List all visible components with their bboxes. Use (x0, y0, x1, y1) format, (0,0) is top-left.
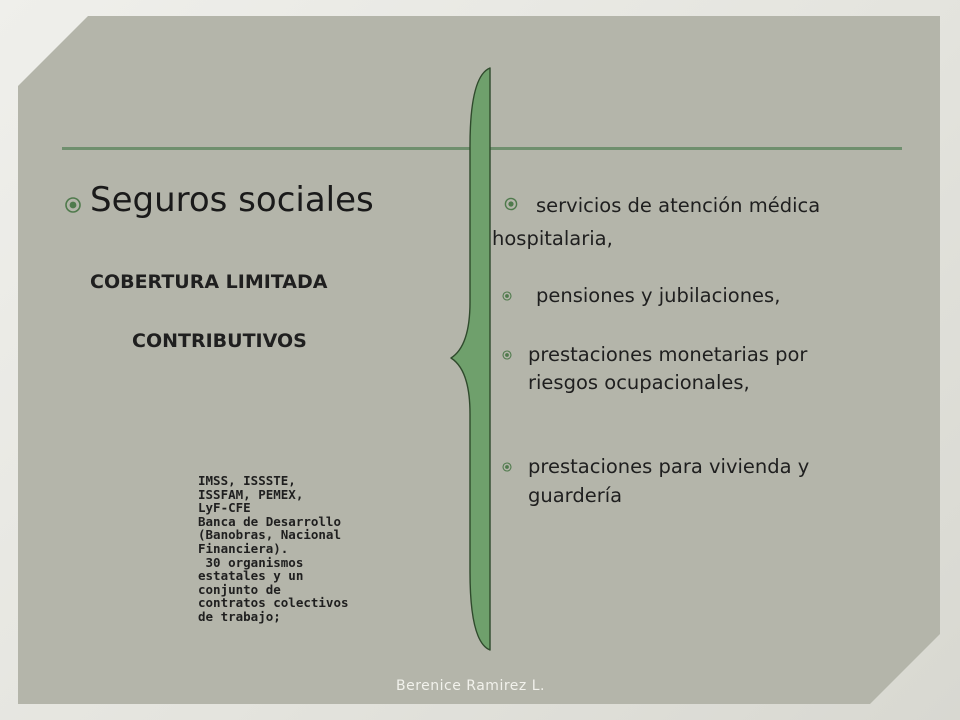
benefit-item-monetary-line1: prestaciones monetarias por (528, 343, 808, 366)
benefit-item-housing-line1: prestaciones para vivienda y (528, 455, 810, 478)
contribution-heading: CONTRIBUTIVOS (132, 330, 307, 352)
coverage-heading: COBERTURA LIMITADA (90, 271, 328, 293)
circled-dot-bullet-icon (64, 196, 82, 214)
benefit-item-housing-line2: guardería (528, 484, 623, 507)
curly-brace-shape (450, 66, 494, 652)
benefit-item-medical-line2: hospitalaria, (492, 227, 613, 250)
institutions-list: IMSS, ISSSTE, ISSFAM, PEMEX, LyF-CFE Banca de Desarrollo (Banobras, Nacional Financiera). 30 organismos estatales y un conjunto de contratos colectivos de trabajo; (198, 473, 349, 624)
circled-dot-bullet-icon (504, 197, 518, 211)
bullet-title-seguros-sociales: Seguros sociales (90, 180, 374, 220)
circled-dot-bullet-icon (502, 350, 512, 360)
benefit-item-medical-line1: servicios de atención médica (536, 194, 821, 217)
circled-dot-bullet-icon (502, 462, 512, 472)
circled-dot-bullet-icon (502, 291, 512, 301)
benefit-item-monetary-line2: riesgos ocupacionales, (528, 371, 750, 394)
benefit-item-pensions: pensiones y jubilaciones, (536, 284, 781, 307)
slide-canvas (18, 16, 940, 704)
footer-author: Berenice Ramirez L. (396, 678, 545, 694)
